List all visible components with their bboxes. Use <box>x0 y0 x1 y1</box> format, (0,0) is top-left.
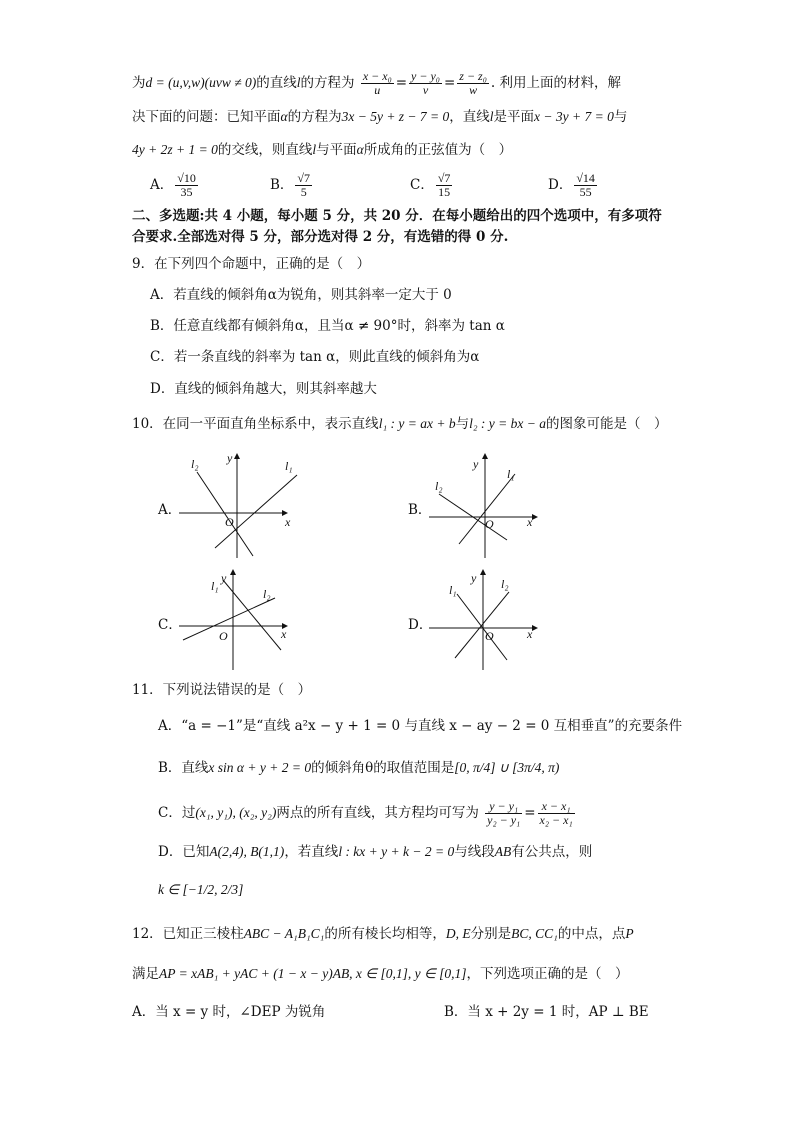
fraction-x: $\frac{\text{x − x₀}}{u}$ <box>362 69 392 97</box>
l2-label: l₂ <box>263 587 271 601</box>
direction-vector: d = (u,v,w)(uvw ≠ 0) <box>145 75 257 90</box>
section2-header-line1: 二、多选题:共 4 小题，每小题 5 分，共 20 分．在每小题给出的四个选项中，有多项符 <box>132 208 662 224</box>
graph-c <box>175 566 305 676</box>
l1-label: l₁ <box>211 579 219 593</box>
origin-label: O <box>485 517 494 531</box>
q8-line2: 决下面的问题：已知平面α的方程为3x − 5y + z − 7 = 0，直线l是平面x − 3y + 7 = 0与 <box>132 109 628 125</box>
axis-x-label: x <box>527 627 533 641</box>
graph-a <box>175 450 305 560</box>
l2-label: l₂ <box>501 577 509 591</box>
q9-option-c: C．若一条直线的斜率为 tan α，则此直线的倾斜角为α <box>150 349 480 365</box>
q9-option-b: B．任意直线都有倾斜角α，且当α ≠ 90°时，斜率为 tan α <box>150 318 505 334</box>
graph-d <box>425 566 555 676</box>
graph-b-label: B． <box>408 502 432 518</box>
graph-c-label: C． <box>158 617 182 633</box>
q12-option-a: A．当 x = y 时，∠DEP 为锐角 <box>132 1004 326 1020</box>
graph-d-label: D． <box>408 617 433 633</box>
axis-y-label: y <box>221 571 227 585</box>
axis-x-label: x <box>281 627 287 641</box>
q12-line1: 12．已知正三棱柱ABC − A₁B₁C₁的所有棱长均相等，D, E分别是BC, CC₁的中点，点P <box>132 926 634 942</box>
line-l1 <box>215 475 297 548</box>
q11-option-c: C．过(x₁, y₁), (x₂, y₂)两点的所有直线，其方程均可写为 $\frac{\text{y − y₁}}{\text{y₂ − y₁}}$ = $\frac{\text{x − x₁}}{\text{x₂ − x₁}}$ <box>158 799 573 827</box>
q11-stem: 11．下列说法错误的是（ ） <box>132 682 312 698</box>
l1-label: l₁ <box>507 467 515 481</box>
axis-y-label: y <box>471 571 477 585</box>
q11-option-d-range: k ∈ [−1/2, 2/3] <box>158 882 244 897</box>
q8-line3: 4y + 2z + 1 = 0的交线，则直线l与平面α所成角的正弦值为（ ） <box>132 142 513 158</box>
graph-b <box>425 450 555 560</box>
q12-line2: 满足AP = xAB₁ + yAC + (1 − x − y)AB, x ∈ [0,1], y ∈ [0,1]，下列选项正确的是（ ） <box>132 966 629 982</box>
origin-label: O <box>219 629 228 643</box>
origin-label: O <box>485 629 494 643</box>
axis-x-label: x <box>285 515 291 529</box>
l1-label: l₁ <box>449 583 457 597</box>
origin-label: O <box>225 515 234 529</box>
q8-option-a: A． $\frac{√10}{35}$ <box>150 171 196 199</box>
section2-header-line2: 合要求.全部选对得 5 分，部分选对得 2 分，有选错的得 0 分. <box>132 229 509 245</box>
q11-option-a: A．“a = −1”是“直线 a²x − y + 1 = 0 与直线 x − ay − 2 = 0 互相垂直”的充要条件 <box>158 718 683 734</box>
q9-option-a: A．若直线的倾斜角α为锐角，则其斜率一定大于 0 <box>150 287 452 303</box>
axis-x-label: x <box>527 515 533 529</box>
graph-a-label: A． <box>158 502 182 518</box>
l2-label: l₂ <box>191 457 199 471</box>
q11-option-b: B．直线x sin α + y + 2 = 0的倾斜角θ的取值范围是[0, π/4] ∪ [3π/4, π) <box>158 760 560 776</box>
l2-label: l₂ <box>435 479 443 493</box>
line-l1 <box>459 474 515 544</box>
l1-label: l₁ <box>285 459 293 473</box>
q9-stem: 9．在下列四个命题中，正确的是（ ） <box>132 256 371 272</box>
q12-option-b: B．当 x + 2y = 1 时，AP ⊥ BE <box>444 1004 649 1020</box>
fraction-z: $\frac{\text{z − z₀}}{w}$ <box>459 69 487 97</box>
line-l2 <box>223 580 281 650</box>
q8-option-c: C． $\frac{√7}{15}$ <box>410 171 451 199</box>
q11-option-d: D．已知A(2,4), B(1,1)，若直线l : kx + y + k − 2 = 0与线段AB有公共点，则 <box>158 844 593 860</box>
q8-option-b: B． $\frac{√7}{5}$ <box>270 171 311 199</box>
fraction-y: $\frac{\text{y − y₀}}{v}$ <box>411 69 440 97</box>
axis-y-label: y <box>227 451 233 465</box>
axis-y-label: y <box>473 457 479 471</box>
q8-line1: 为d = (u,v,w)(uvw ≠ 0)的直线l的方程为 $\frac{\text{x − x₀}}{u}$ = $\frac{\text{y − y₀}}{v}$ = $\frac{\text{z − z₀}}{w}$ . 利用上面的材料，解 <box>132 69 621 97</box>
line-l2 <box>197 472 253 556</box>
q9-option-d: D．直线的倾斜角越大，则其斜率越大 <box>150 381 377 397</box>
line-l1 <box>183 598 275 640</box>
q10-stem: 10．在同一平面直角坐标系中，表示直线l₁ : y = ax + b与l₂ : y = bx − a的图象可能是（ ） <box>132 416 668 432</box>
q8-option-d: D． $\frac{√14}{55}$ <box>548 171 595 199</box>
